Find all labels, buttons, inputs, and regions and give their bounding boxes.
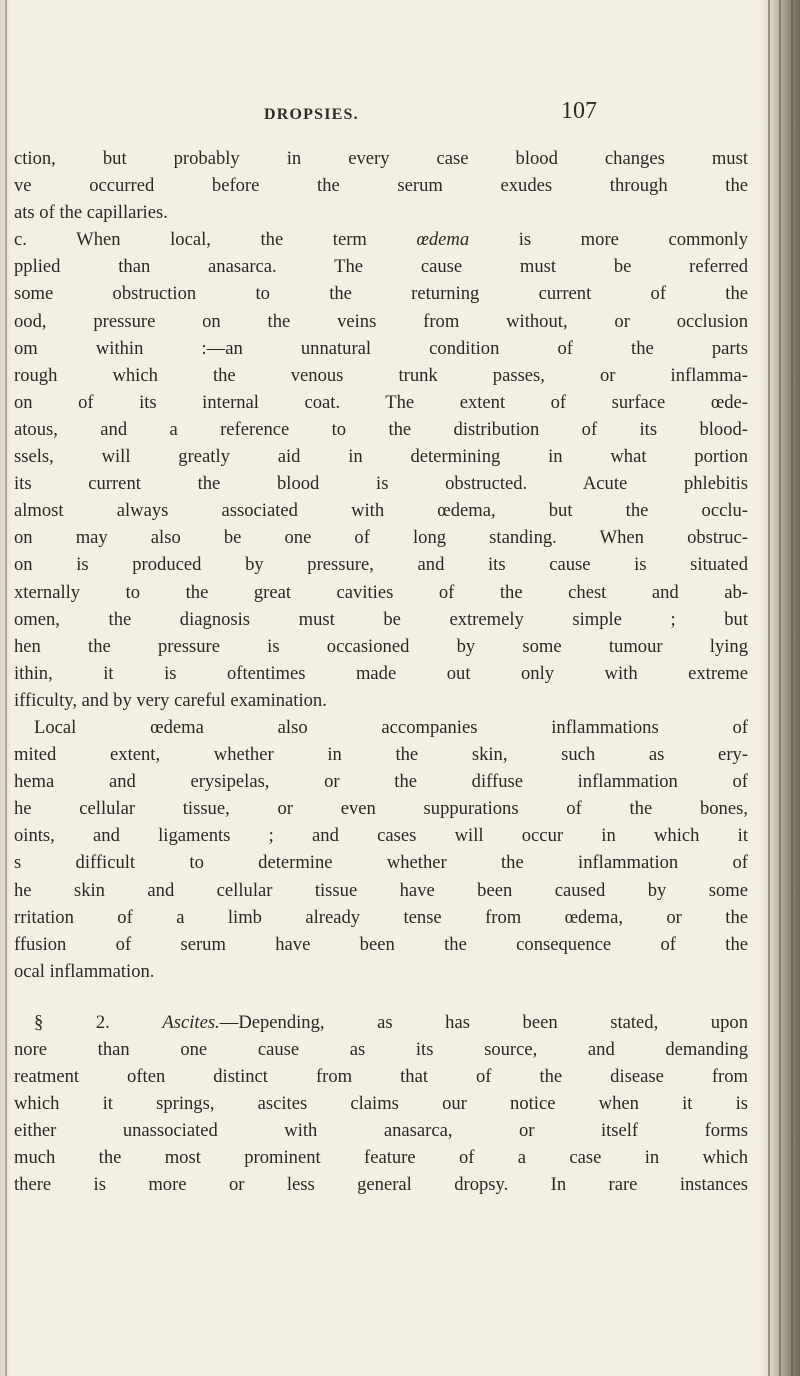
running-head: DROPSIES. [264,106,359,123]
text-line: ve occurred before the serum exudes through the [14,175,748,197]
section-heading: Ascites. [162,1011,220,1033]
binding-stripe [768,0,770,1376]
text-line: he skin and cellular tissue have been caused by some [14,879,748,901]
text-line: xternally to the great cavities of the chest and ab- [14,581,748,603]
text-line: § 2. Ascites.—Depending, as has been stated, upon [34,1011,748,1033]
text-line: pplied than anasarca. The cause must be referred [14,256,748,278]
text-line: ction, but probably in every case blood changes must [14,148,748,169]
text-line: either unassociated with anasarca, or itself forms [14,1120,748,1142]
text-line: nore than one cause as its source, and demanding [14,1039,748,1060]
text-line: atous, and a reference to the distribution of its blood- [14,418,748,440]
text-line: on may also be one of long standing. When obstruc- [14,527,748,549]
text-line: ocal inflammation. [14,960,155,982]
text-line: Local œdema also accompanies inflammations of [34,716,748,738]
binding-crease [5,0,7,1376]
text-line: which it springs, ascites claims our notice when it is [14,1093,748,1115]
text-line: ffusion of serum have been the consequence of the [14,933,748,955]
text-line: some obstruction to the returning current of the [14,283,748,305]
text-line: rough which the venous trunk passes, or inflamma- [14,364,748,386]
text-line: ood, pressure on the veins from without, or occlusion [14,310,748,332]
text-line: on of its internal coat. The extent of surface œde- [14,391,748,413]
text-line: ats of the capillaries. [14,202,168,224]
page-header [0,90,800,130]
book-binding-edge [760,0,800,1376]
text-line: its current the blood is obstructed. Acute phlebitis [14,473,748,495]
text-line: ithin, it is oftentimes made out only with extreme [14,662,748,684]
page-number: 107 [561,98,597,124]
text-line: rritation of a limb already tense from œdema, or the [14,906,748,928]
text-line: there is more or less general dropsy. In rare instances [14,1174,748,1196]
binding-stripe [779,0,781,1376]
text-line: reatment often distinct from that of the disease from [14,1066,748,1088]
binding-stripe [791,0,793,1376]
text-line: ssels, will greatly aid in determining in what portion [14,446,748,468]
body-text [14,145,748,1199]
text-line: hen the pressure is occasioned by some tumour lying [14,635,748,657]
text-line: ifficulty, and by very careful examination. [14,689,327,711]
text-line: s difficult to determine whether the inflammation of [14,852,748,874]
text-line: hema and erysipelas, or the diffuse inflammation of [14,771,748,793]
italic-term: œdema [416,229,470,251]
left-gutter-shadow [0,0,12,1376]
text-line: on is produced by pressure, and its cause is situated [14,554,748,576]
text-line: he cellular tissue, or even suppurations of the bones, [14,798,748,820]
text-line: oints, and ligaments ; and cases will occur in which it [14,825,748,847]
text-line: mited extent, whether in the skin, such as ery- [14,744,748,766]
text-line: om within :—an unnatural condition of the parts [14,337,748,359]
text-line: almost always associated with œdema, but the occlu- [14,500,748,522]
text-line: c. When local, the term œdema is more commonly [14,229,748,251]
text-line: much the most prominent feature of a case in which [14,1147,748,1169]
text-line: omen, the diagnosis must be extremely simple ; but [14,608,748,630]
